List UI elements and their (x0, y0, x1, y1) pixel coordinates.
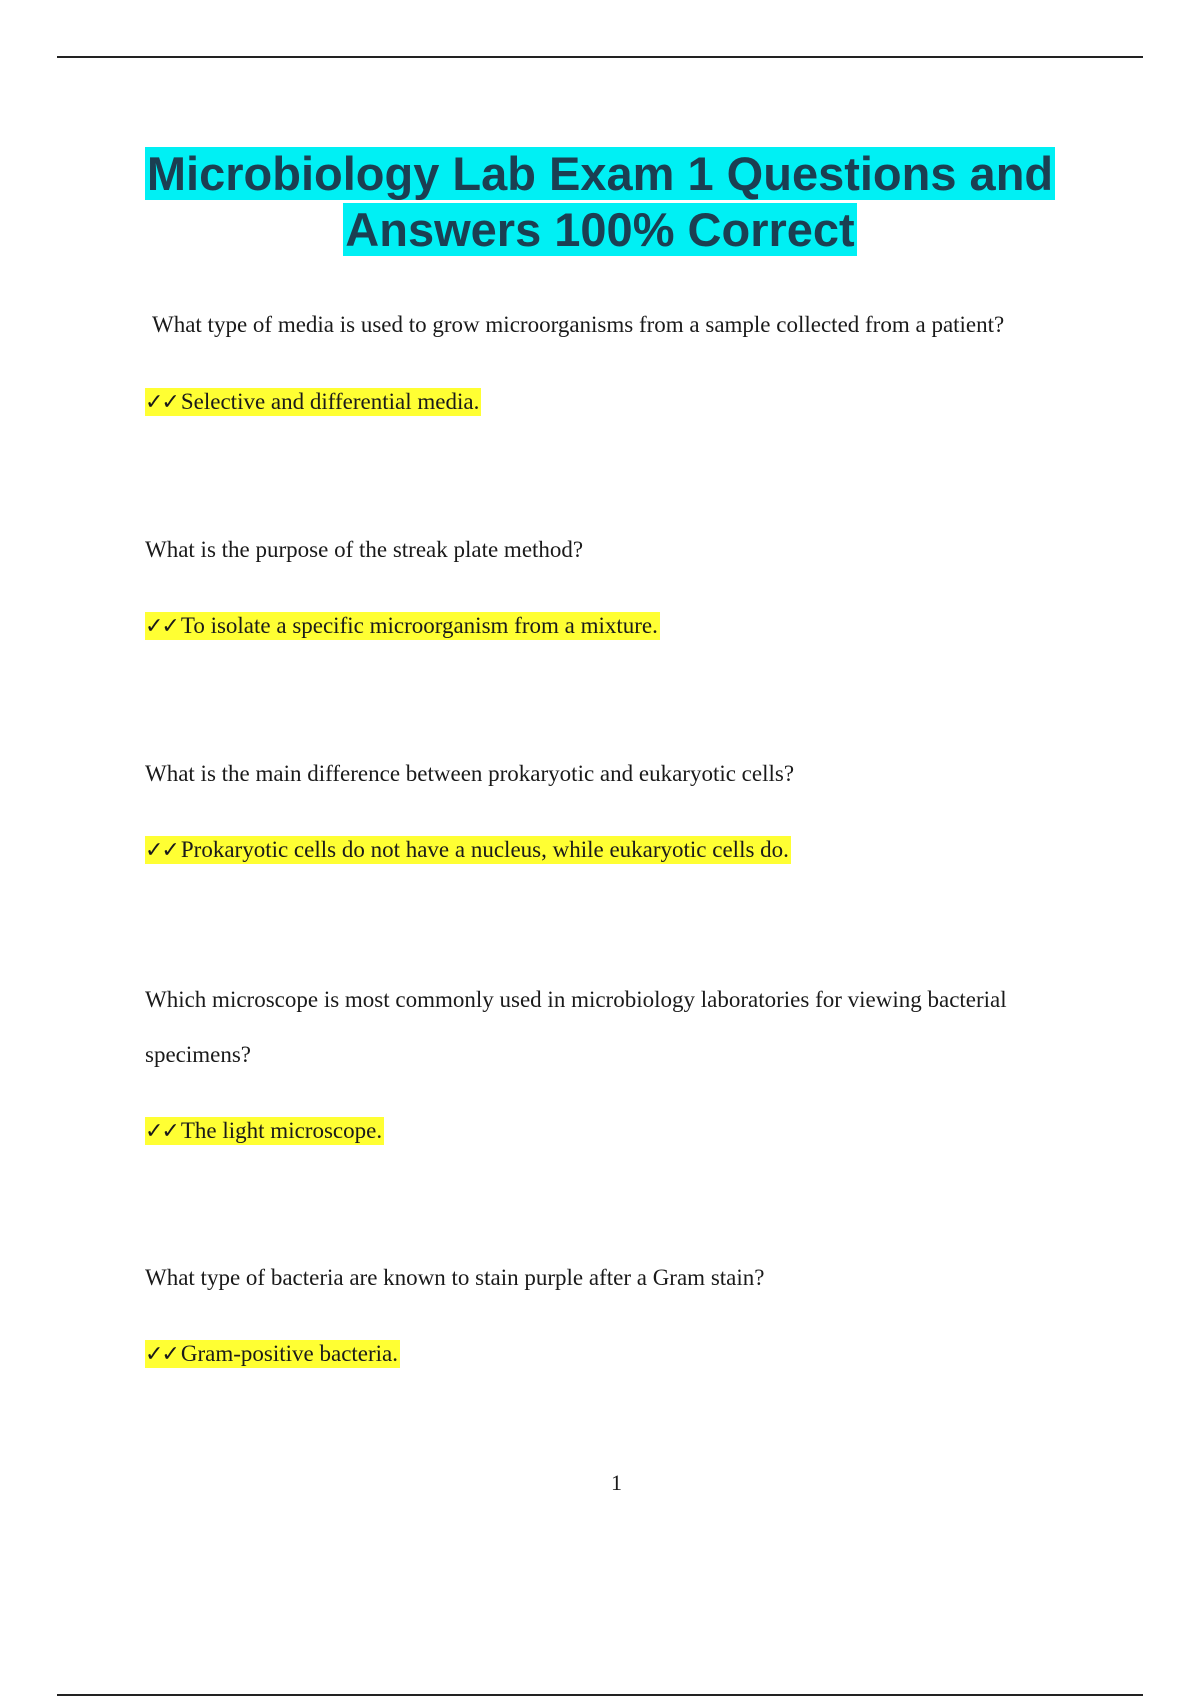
check-mark-icon: ✓✓ (145, 390, 178, 415)
title-line-1: Microbiology Lab Exam 1 Questions and (146, 147, 1054, 200)
question-4: Which microscope is most commonly used in microbiology laboratories for viewing bacterial specimens? (145, 987, 1007, 1067)
answer-highlight (145, 1340, 400, 1368)
answer-1 (145, 387, 481, 418)
answer-highlight (145, 836, 791, 864)
answer-5 (145, 1339, 400, 1370)
top-rule (57, 56, 1143, 58)
bottom-rule (57, 1694, 1143, 1696)
document-title (60, 146, 1140, 258)
answer-highlight (145, 388, 481, 416)
answer-4 (145, 1116, 384, 1147)
check-mark-icon: ✓✓ (145, 614, 178, 639)
answer-text: Selective and differential media. (180, 389, 480, 414)
answer-text: Gram-positive bacteria. (180, 1341, 399, 1366)
question-2: What is the purpose of the streak plate method? (145, 537, 584, 562)
answer-3 (145, 835, 791, 866)
check-mark-icon: ✓✓ (145, 1342, 178, 1367)
title-line-2: Answers 100% Correct (345, 203, 855, 256)
answer-text: The light microscope. (180, 1118, 383, 1143)
answer-highlight (145, 1117, 384, 1145)
answer-text: To isolate a specific microorganism from a mixture. (180, 613, 658, 638)
question-3: What is the main difference between prokaryotic and eukaryotic cells? (145, 761, 795, 786)
answer-text: Prokaryotic cells do not have a nucleus, while eukaryotic cells do. (180, 837, 789, 862)
question-1: What type of media is used to grow microorganisms from a sample collected from a patient? (152, 312, 1005, 337)
page-number: 1 (611, 1470, 622, 1495)
question-5: What type of bacteria are known to stain purple after a Gram stain? (145, 1265, 765, 1290)
answer-highlight (145, 612, 660, 640)
check-mark-icon: ✓✓ (145, 838, 178, 863)
check-mark-icon: ✓✓ (145, 1119, 178, 1144)
answer-2 (145, 611, 660, 642)
